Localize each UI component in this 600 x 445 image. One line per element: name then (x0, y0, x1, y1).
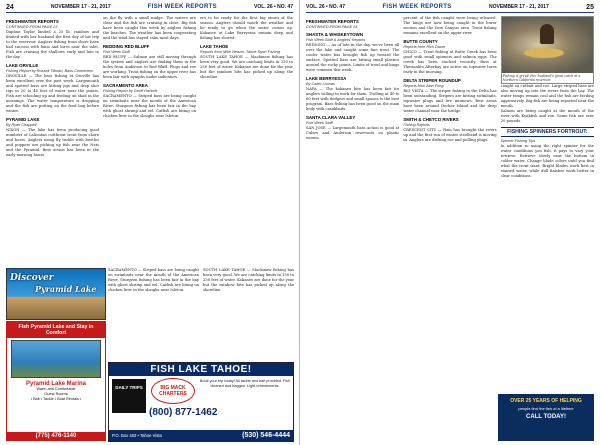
article-heading: SMITH & CHETCO RIVERS (403, 117, 459, 123)
right-folio (306, 3, 594, 13)
article-body: SACRAMENTO — Striped bass are being caught on swimbaits near the mouth of the American River. Sturgeon fishing has been fair in the bay with ghost shrimp and eel. Catfish are biting on chicken liver in the sloughs near Isleton. (103, 94, 196, 119)
article-heading: LAKE BERRYESSA (306, 76, 347, 82)
left-column-2 (103, 16, 196, 265)
lake-ad-footer (109, 430, 293, 441)
left-column-1 (6, 16, 99, 265)
article-heading: SANTA CLARA VALLEY (306, 115, 356, 121)
right-page (300, 0, 600, 445)
article-heading: SACRAMENTO AREA (103, 83, 148, 89)
article-byline: Fishing Reports (403, 123, 430, 128)
spinner-tips-heading: FISHING SPINNERS FORTROUT: (501, 127, 594, 137)
lake-ad-phone-2: (530) 546-4444 (242, 432, 290, 439)
left-date: NOVEMBER 17 - 21, 2017 (50, 4, 111, 10)
article-body: REDDING — As of late in the day, we've been all over the lake and caught some fine trout. The cooler water has brought fish up toward the surface. Spotted bass are hitting small plastics around the rocky points. Limits of trout and kings were common this week. (306, 43, 400, 73)
marina-line: Guest Rooms (44, 392, 68, 396)
left-folio (6, 3, 293, 13)
article-byline: Fish Week Staff & Anglers' Reports (306, 38, 366, 43)
ad-title-line-2: Pyramid Lake (35, 284, 97, 294)
photo-caption: Fishing is great! Her husband's great catch at a Northern California reservoir. (502, 73, 593, 83)
discover-pyramid-lake-ad[interactable] (6, 268, 106, 320)
article-body: SAN JOSE — Largemouth bass action is good at Calero and Anderson reservoirs on plastic worms. (306, 126, 400, 141)
article-body: caught on cutbait and roe. Large striped bass are also moving up into the rivers from the bay. The water temps remain cool and the fish are feeding aggressively. Big fish are being reported near the mouth. (500, 84, 594, 108)
lake-ad-info: Book your trip today! All tackle and bait provided. Fish cleaned and bagged. Light refreshments. (199, 379, 291, 388)
article-byline: By Ryan Chappell (6, 123, 37, 128)
article-heading: REDDING RED BLUFF (103, 44, 150, 49)
marina-phone: (775) 476-1140 (7, 432, 105, 440)
article-body: RIO VISTA — The striper fishing in the Delta has been outstanding. Stripers are hitting swimbaits, topwater plugs and live minnows. Best areas have been around Decker Island and the deep water channel near the bridge. (403, 89, 497, 114)
article-body: Daphne Taylor landed a 25 lb. rainbow and limited with her husband the first day of his trip to the reservoir. Anglers fishing from shore have had success with baits and lures near the inlet. Fish are cruising the shallows early and late in the day. (6, 30, 99, 60)
left-section-title: FISH WEEK REPORTS (147, 4, 217, 10)
article-byline: Reports from Rich Dauer (403, 45, 446, 50)
quality-ad-tagline: people find the fish of a lifetime (518, 406, 574, 411)
article-byline: CONTINUED FROM PAGE 24 (306, 25, 358, 30)
fish-lake-tahoe-ad[interactable] (108, 362, 294, 442)
angler-photo-image (502, 17, 593, 73)
fish-figure (524, 48, 564, 58)
article-body: Salmon are being caught at the mouth of the river with Kwikfish and roe. Some fish are over 20 pounds. (500, 109, 594, 123)
article-byline: By Caleb Lounas (306, 82, 335, 87)
angler-figure (540, 24, 554, 44)
article-body: NIXON — The lake has been producing good numbers of Lahontan cutthroat trout from shore and boats. Anglers using fly tackle with beetles and poppers are picking up fish near the Nets and the Pyramid. Best action has been in the early morning hours. (6, 128, 99, 158)
right-section-title: FISH WEEK REPORTS (382, 4, 452, 10)
right-column-1 (306, 16, 399, 443)
marina-ad-photo (11, 340, 101, 378)
left-issue: VOL. 26 • NO. 47 (253, 4, 293, 10)
marina-name: Pyramid Lake Marina (25, 381, 87, 387)
over-25-years-ad[interactable] (498, 394, 594, 441)
angler-photo (501, 16, 594, 84)
charter-logo: BIG MACK CHARTERS (151, 378, 195, 404)
article-byline: Reports from Mike Nelson, Tahoe Sport Fishing (200, 50, 280, 55)
article-heading: LAKE TAHOE (200, 44, 229, 49)
lake-ad-address: P.O. Box 463 • Tahoe Vista (112, 433, 162, 438)
marina-ad-header: Fish Pyramid Lake and Stay in Comfort (7, 322, 105, 338)
right-issue: VOL. 26 • NO. 47 (306, 4, 345, 10)
article-body: ers to be ready for the first big storm of the season. Anglers should watch the weather and be ready to go when the water comes up. Kokanee at Lake Berryessa remain deep and fishing has slowed. (200, 16, 293, 40)
article-body: SACRAMENTO — Striped bass are being caught on swimbaits near the mouth of the American River. Sturgeon fishing has been fair in the bay with ghost shrimp and eel. Catfish are biting on chicken liver in the sloughs near Isleton. (108, 268, 200, 292)
article-heading: FRESHWATER REPORTS (306, 19, 359, 24)
article-body: SOUTH LAKE TAHOE — Mackinaw fishing has been very good. We are catching limits in 150 to 250 feet of water. Kokanee are done for the year but the rainbow bite has picked up along the shoreline. (200, 55, 293, 80)
right-column-2 (403, 16, 496, 443)
daily-trips-badge: DAILY TRIPS (112, 379, 146, 413)
article-byline: Fish Week Staff (306, 121, 333, 126)
quality-ad-headline: OVER 25 YEARS OF HELPING (510, 398, 582, 404)
article-byline: Reports from Alan Fong (403, 84, 444, 89)
left-page-number: 24 (6, 3, 14, 11)
article-body: CHICO — Trout fishing at Butte Creek has been good with small spinners and salmon eggs. The creek has been stocked recently. Bass at Thermalito Afterbay are active on topwater lures early in the morning. (403, 50, 497, 75)
article-body: OROVILLE — The bass fishing at Oroville has been excellent over the past week. Largemouth and spotted bass are hitting jigs and drop shot rigs in 20 to 40 feet of water near the points. Fish are schooling up and feeding on shad in the mornings. The water temperature is dropping and the fish are putting on the feed bag before winter. (6, 74, 99, 114)
marina-line: • Bait • Tackle • Boat Rentals • (30, 397, 82, 401)
article-byline: Fishing Report by Geoff Hackett (103, 89, 158, 94)
lake-ad-phone: (800) 877-1462 (149, 407, 218, 418)
article-body: SOUTH LAKE TAHOE — Mackinaw fishing has been very good. We are catching limits in 150 to 250 feet of water. Kokanee are done for the year but the rainbow bite has picked up along the shoreline. (203, 268, 294, 292)
article-body: CRESCENT CITY — Rain has brought the rivers up and the first run of winter steelhead is moving in. Anglers are drifting roe and pulling plugs. (403, 128, 497, 143)
article-body: on the fly with a small midge. The waters are clear and the fish are cruising in close. Big fish have been caught this week by anglers fishing the beaches. The weather has been cooperating and the wind has stayed calm most days. (103, 16, 196, 40)
article-heading: SHASTA & WHISKEYTOWN (306, 32, 363, 38)
left-column-3 (200, 16, 293, 265)
pyramid-lake-marina-ad[interactable] (6, 321, 106, 441)
article-byline: Spinner Fishing Tips (500, 139, 536, 143)
article-byline: CONTINUED FROM PAGE 23 (6, 25, 58, 30)
ad-title-line-1: Discover (10, 273, 54, 283)
article-byline: Fishing Report by Russell Tillman, Bass Connection (6, 69, 94, 74)
marina-line: Warm and Comfortable (36, 387, 76, 391)
article-body: RED BLUFF — Salmon are still moving through the system and anglers are finding them in the holes from Anderson to Red Bluff. Plugs and roe are working. Trout fishing on the upper river has been fair with nymphs under indicators. (103, 55, 196, 80)
article-heading: BUTTE COUNTY (403, 39, 438, 44)
marina-ad-body (7, 380, 105, 404)
left-lower-text (108, 268, 294, 360)
lake-ad-title: FISH LAKE TAHOE! (109, 363, 293, 376)
article-heading: LAKE ORVILLE (6, 63, 39, 69)
article-heading: PYRAMID LAKE (6, 117, 40, 123)
article-heading: DELTA STRIPER ROUNDUP (403, 78, 461, 84)
article-byline: Fish Week Staff (103, 50, 130, 55)
article-body: In addition to using the right spinner for the water conditions you fish, it pays to vary your retrieve. Retrieve slowly near the bottom in colder water. Change blade colors until you find what the trout want. Bright blades work best in stained water, while dull finishes work better in clear conditions. (500, 144, 594, 178)
right-date: NOVEMBER 17 - 21, 2017 (488, 4, 549, 10)
article-heading: FRESHWATER REPORTS (6, 19, 59, 24)
article-body: NAPA — The kokanee bite has been fair for anglers willing to work for them. Trolling at 40 to 60 feet with dodgers and small spoons is the best program. Bass fishing has been good on the main body with crankbaits. (306, 87, 400, 112)
quality-ad-cta: CALL TODAY! (526, 414, 566, 420)
right-column-3 (501, 16, 594, 443)
article-body: percent of the fish caught were being released. The kings are now being caught in the lower section and the Iron Canyon area. Trout fishing remains excellent on the upper river. (403, 16, 497, 35)
right-page-number: 25 (586, 3, 594, 11)
